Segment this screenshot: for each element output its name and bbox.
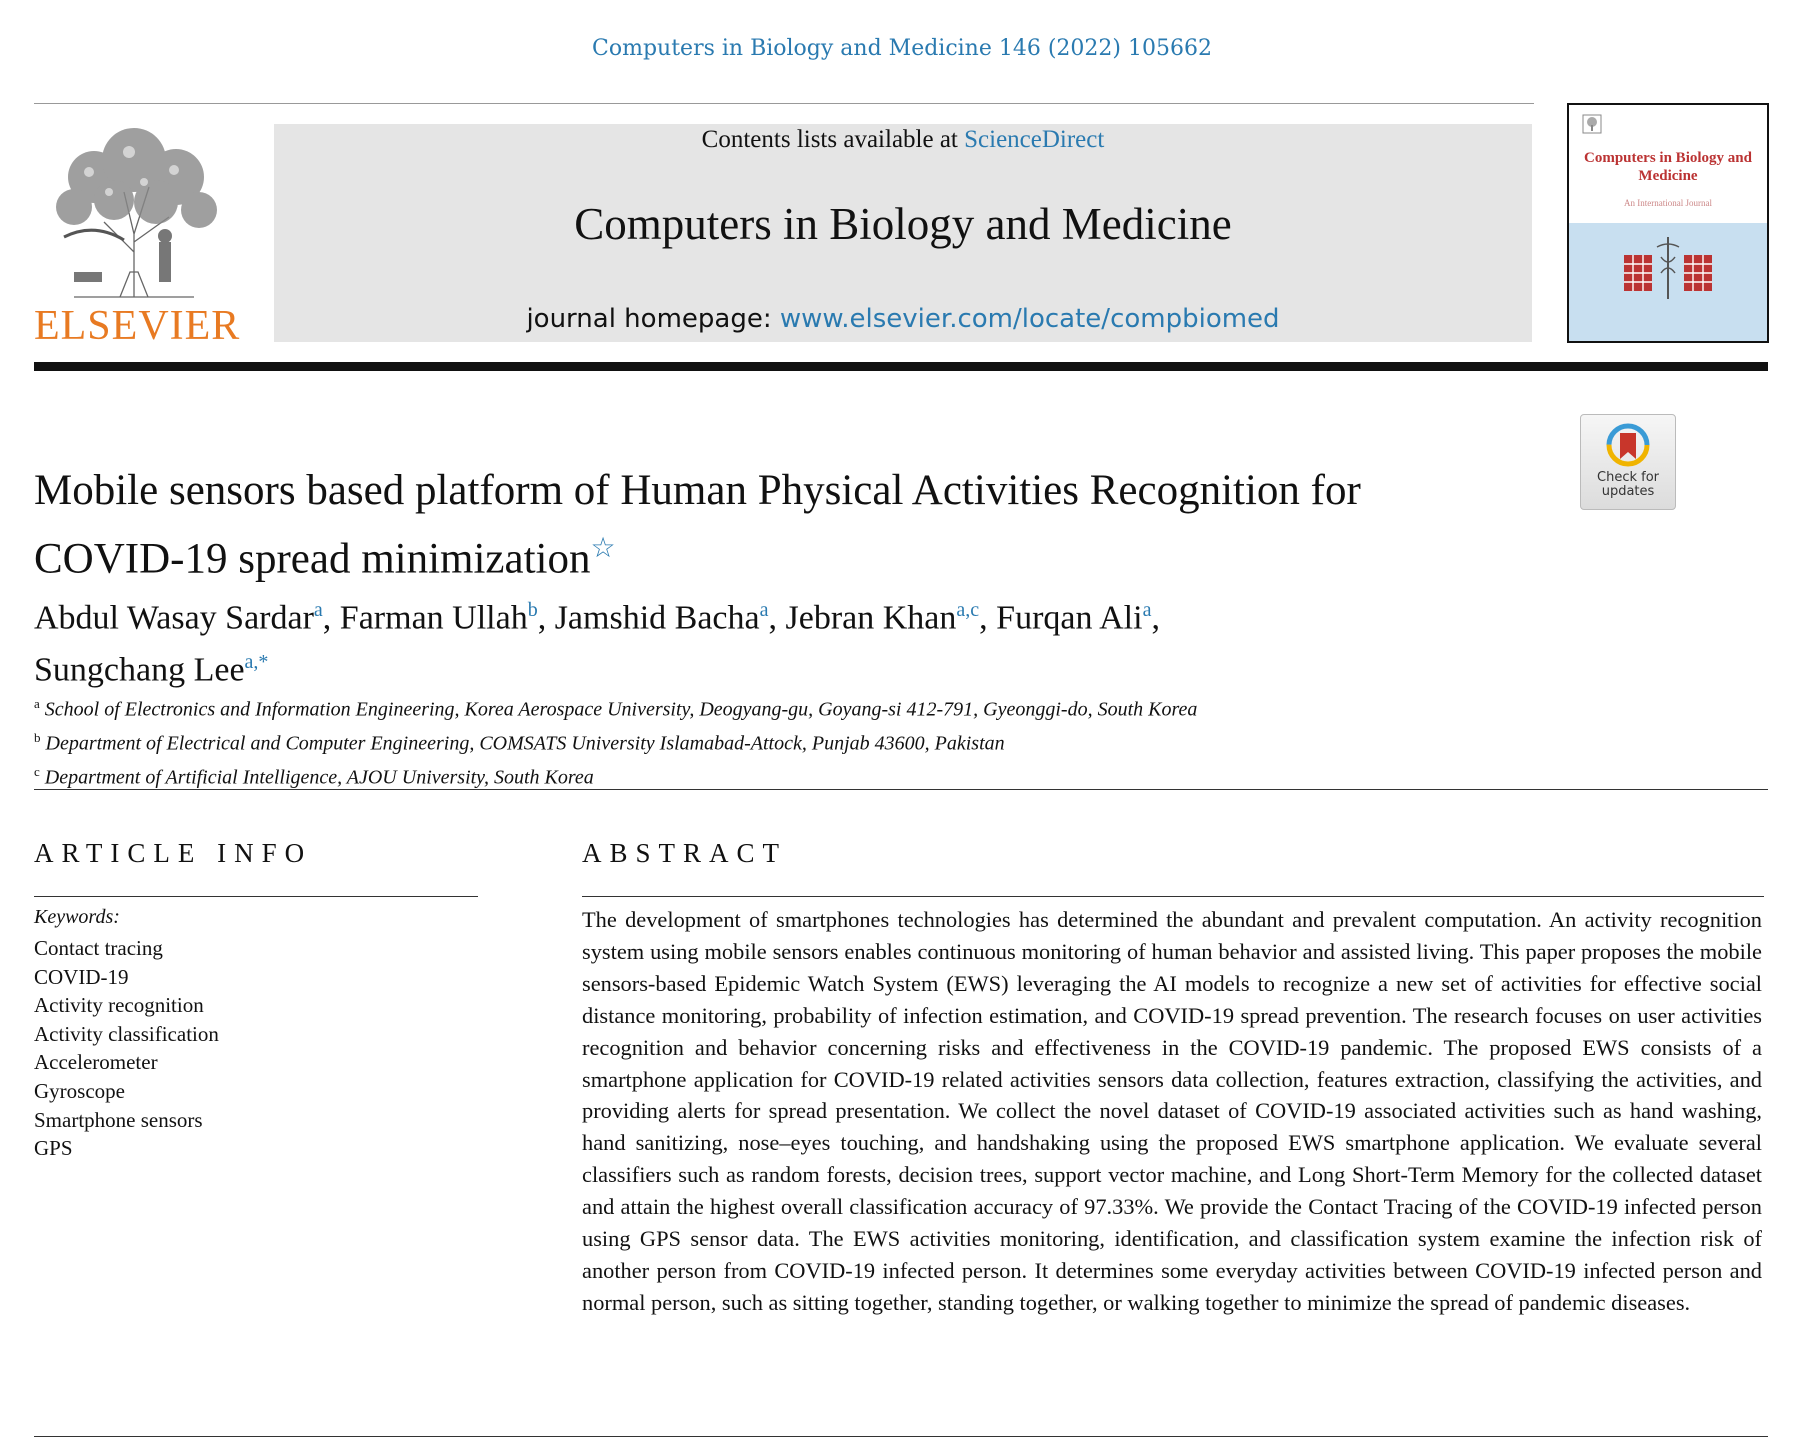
author-list <box>34 588 1554 693</box>
keyword: COVID-19 <box>34 964 129 989</box>
check-for-updates-label <box>1581 471 1675 499</box>
journal-banner <box>274 124 1532 342</box>
contents-prefix: Contents lists available at <box>701 126 965 153</box>
header-thick-rule <box>34 362 1768 371</box>
author-sep: , <box>979 599 997 637</box>
author-sep: , <box>537 599 555 637</box>
cover-title: Computers in Biology and Medicine <box>1584 150 1752 184</box>
keyword: Contact tracing <box>34 936 163 960</box>
keyword: Activity classification <box>34 1021 219 1046</box>
affiliation-mark: b <box>34 730 41 746</box>
badge-line-1: Check for <box>1597 470 1659 485</box>
journal-title: Computers in Biology and Medicine <box>574 199 1232 249</box>
affiliation-text: Department of Artificial Intelligence, AJOU University, South Korea <box>44 766 594 789</box>
keyword: Smartphone sensors <box>34 1107 203 1132</box>
cover-top <box>1569 105 1767 223</box>
caduceus-icon <box>1569 223 1767 341</box>
affiliation <box>34 690 1634 724</box>
keyword: Gyroscope <box>34 1078 125 1103</box>
badge-line-2: updates <box>1601 484 1655 499</box>
tree-logo-icon <box>34 122 234 302</box>
author[interactable]: Sungchang Lee <box>34 651 245 689</box>
author[interactable]: Abdul Wasay Sardar <box>34 599 314 637</box>
abstract-rule <box>582 896 1764 897</box>
contents-line <box>274 126 1532 154</box>
article-title <box>34 462 1554 588</box>
keyword: GPS <box>34 1136 73 1161</box>
sciencedirect-link[interactable]: ScienceDirect <box>964 126 1105 153</box>
article-info-rule <box>34 896 478 897</box>
author[interactable]: Furqan Ali <box>996 599 1143 637</box>
author-sep: , <box>1151 599 1160 637</box>
keywords-list <box>34 934 219 1163</box>
title-footnote-star[interactable]: ☆ <box>590 533 616 564</box>
article-info-heading: ARTICLE INFO <box>34 838 313 868</box>
title-text: COVID-19 spread minimization <box>34 535 591 583</box>
cover-logo-icon <box>1581 113 1603 135</box>
check-for-updates-badge[interactable] <box>1580 414 1676 510</box>
author[interactable]: Jamshid Bacha <box>554 599 760 637</box>
publisher-logo[interactable] <box>34 122 241 350</box>
affiliation <box>34 724 1634 758</box>
abstract-body: The development of smartphones technologies has determined the abundant and prevalent computation. An activity recognition system using mobile sensors enables continuous monitoring of human behavior and assisted living. This paper proposes the mobile sensors-based Epidemic Watch System (EWS) leveraging the AI models to recognize a new set of activities for effective social distance monitoring, probability of infection estimation, and COVID-19 spread prevention. The research focuses on user activities recognition and behavior concerning risks and effectiveness in the COVID-19 pandemic. The proposed EWS consists of a smartphone application for COVID-19 related activities sensors data collection, features extraction, classifying the activities, and providing alerts for spread presentation. We collect the novel dataset of COVID-19 associated activities such as hand washing, hand sanitizing, nose–eyes touching, and handshaking using the proposed EWS smartphone application. We evaluate several classifiers such as random forests, decision trees, support vector machine, and Long Short-Term Memory for the collected dataset and attain the highest overall classification accuracy of 97.33%. We provide the Contact Tracing of the COVID-19 infected person using GPS sensor data. The EWS activities monitoring, identification, and classification system examine the infection risk of another person from COVID-19 infected person. It determines some everyday activities between COVID-19 infected person and normal person, such as sitting together, standing together, or walking together to minimize the spread of pandemic diseases. <box>582 907 1762 1315</box>
homepage-link[interactable]: www.elsevier.com/locate/compbiomed <box>779 304 1280 334</box>
author-sup[interactable]: a <box>759 599 769 621</box>
author-sup[interactable]: b <box>527 599 538 621</box>
bottom-rule <box>34 1436 1768 1437</box>
author-sup[interactable]: a <box>313 599 323 621</box>
top-rule <box>34 103 1534 104</box>
affiliation-text: School of Electronics and Information Engineering, Korea Aerospace University, Deogyang-gu, Goyang-si 412-791, Gyeonggi-do, South Korea <box>44 698 1198 721</box>
journal-cover-thumbnail[interactable] <box>1567 103 1769 343</box>
author[interactable]: Jebran Khan <box>785 599 957 637</box>
keywords-label: Keywords: <box>34 906 120 928</box>
journal-reference[interactable]: Computers in Biology and Medicine 146 (2022) 105662 <box>592 36 1212 61</box>
abstract-heading: ABSTRACT <box>582 838 788 868</box>
affiliation-mark: a <box>34 696 40 711</box>
cover-subtitle: An International Journal <box>1624 198 1712 208</box>
homepage-line <box>274 304 1532 334</box>
homepage-prefix: journal homepage: <box>526 304 780 334</box>
keyword: Accelerometer <box>34 1050 158 1075</box>
author-sup[interactable]: a,* <box>244 651 269 674</box>
author-sup[interactable]: a <box>1142 599 1152 621</box>
author[interactable]: Farman Ullah <box>339 599 528 637</box>
affiliation-rule <box>34 789 1768 790</box>
author-sup[interactable]: a,c <box>956 599 980 621</box>
keyword: Activity recognition <box>34 993 204 1018</box>
affiliation <box>34 758 1634 792</box>
author-sep: , <box>322 599 340 637</box>
author-sep: , <box>768 599 786 637</box>
title-line-1: Mobile sensors based platform of Human Physical Activities Recognition for <box>34 467 1361 514</box>
bookmark-icon <box>1602 419 1654 471</box>
cover-artwork <box>1569 223 1767 341</box>
affiliation-text: Department of Electrical and Computer Engineering, COMSATS University Islamabad-Attock, Punjab 43600, Pakistan <box>45 732 1005 755</box>
affiliation-mark: c <box>34 764 40 780</box>
title-line-2 <box>34 520 1554 588</box>
publisher-name: ELSEVIER <box>34 303 241 349</box>
affiliations <box>34 690 1634 792</box>
